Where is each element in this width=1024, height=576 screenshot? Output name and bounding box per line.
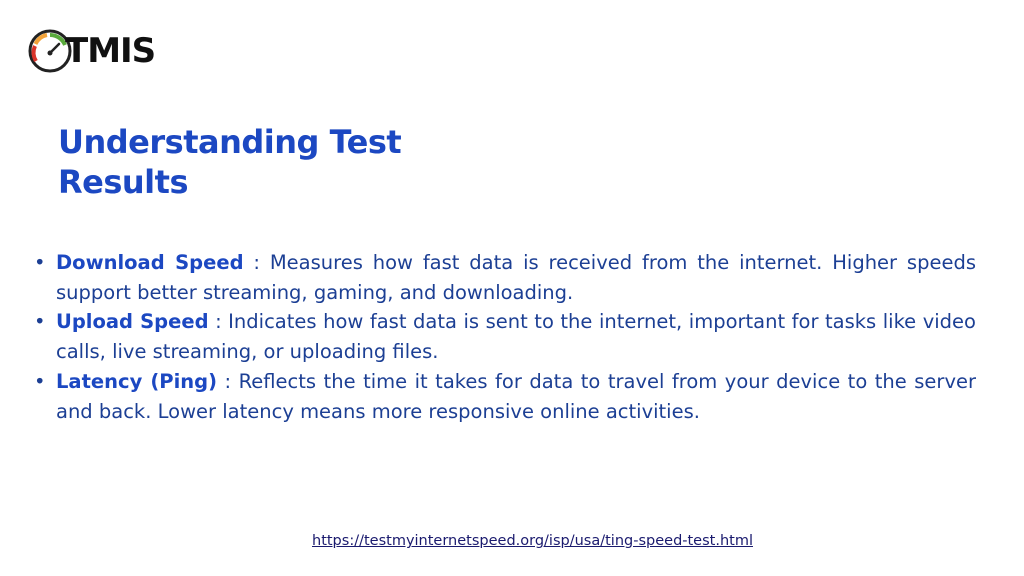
bullet-term: Upload Speed xyxy=(56,310,209,334)
title-line-2: Results xyxy=(58,163,188,201)
title-line-1: Understanding Test xyxy=(58,123,402,161)
bullet-term: Download Speed xyxy=(56,251,244,274)
bullet-text: : Reflects the time it takes for data to travel from your device to the server and back. Lower latency means more responsive online activities. xyxy=(56,369,976,423)
bullet-item-download-speed xyxy=(34,248,976,307)
bullet-text: : Measures how fast data is received from the internet. Higher speeds support better streaming, gaming, and downloading. xyxy=(56,251,976,304)
page-title xyxy=(58,122,478,202)
bullet-text: : Indicates how fast data is sent to the internet, important for tasks like video calls, live streaming, or uploading files. xyxy=(56,310,976,364)
bullet-item-upload-speed xyxy=(34,307,976,366)
logo-text: TMIS xyxy=(65,31,156,71)
footer-url-link[interactable]: https://testmyinternetspeed.org/isp/usa/ting-speed-test.html xyxy=(312,533,753,549)
bullet-term: Latency (Ping) xyxy=(56,369,218,393)
bullet-dot: • xyxy=(34,369,46,393)
bullet-dot: • xyxy=(34,251,46,274)
logo xyxy=(27,28,187,74)
bullet-dot: • xyxy=(34,310,46,334)
bullet-item-latency xyxy=(34,367,976,426)
bullet-list xyxy=(34,248,976,426)
